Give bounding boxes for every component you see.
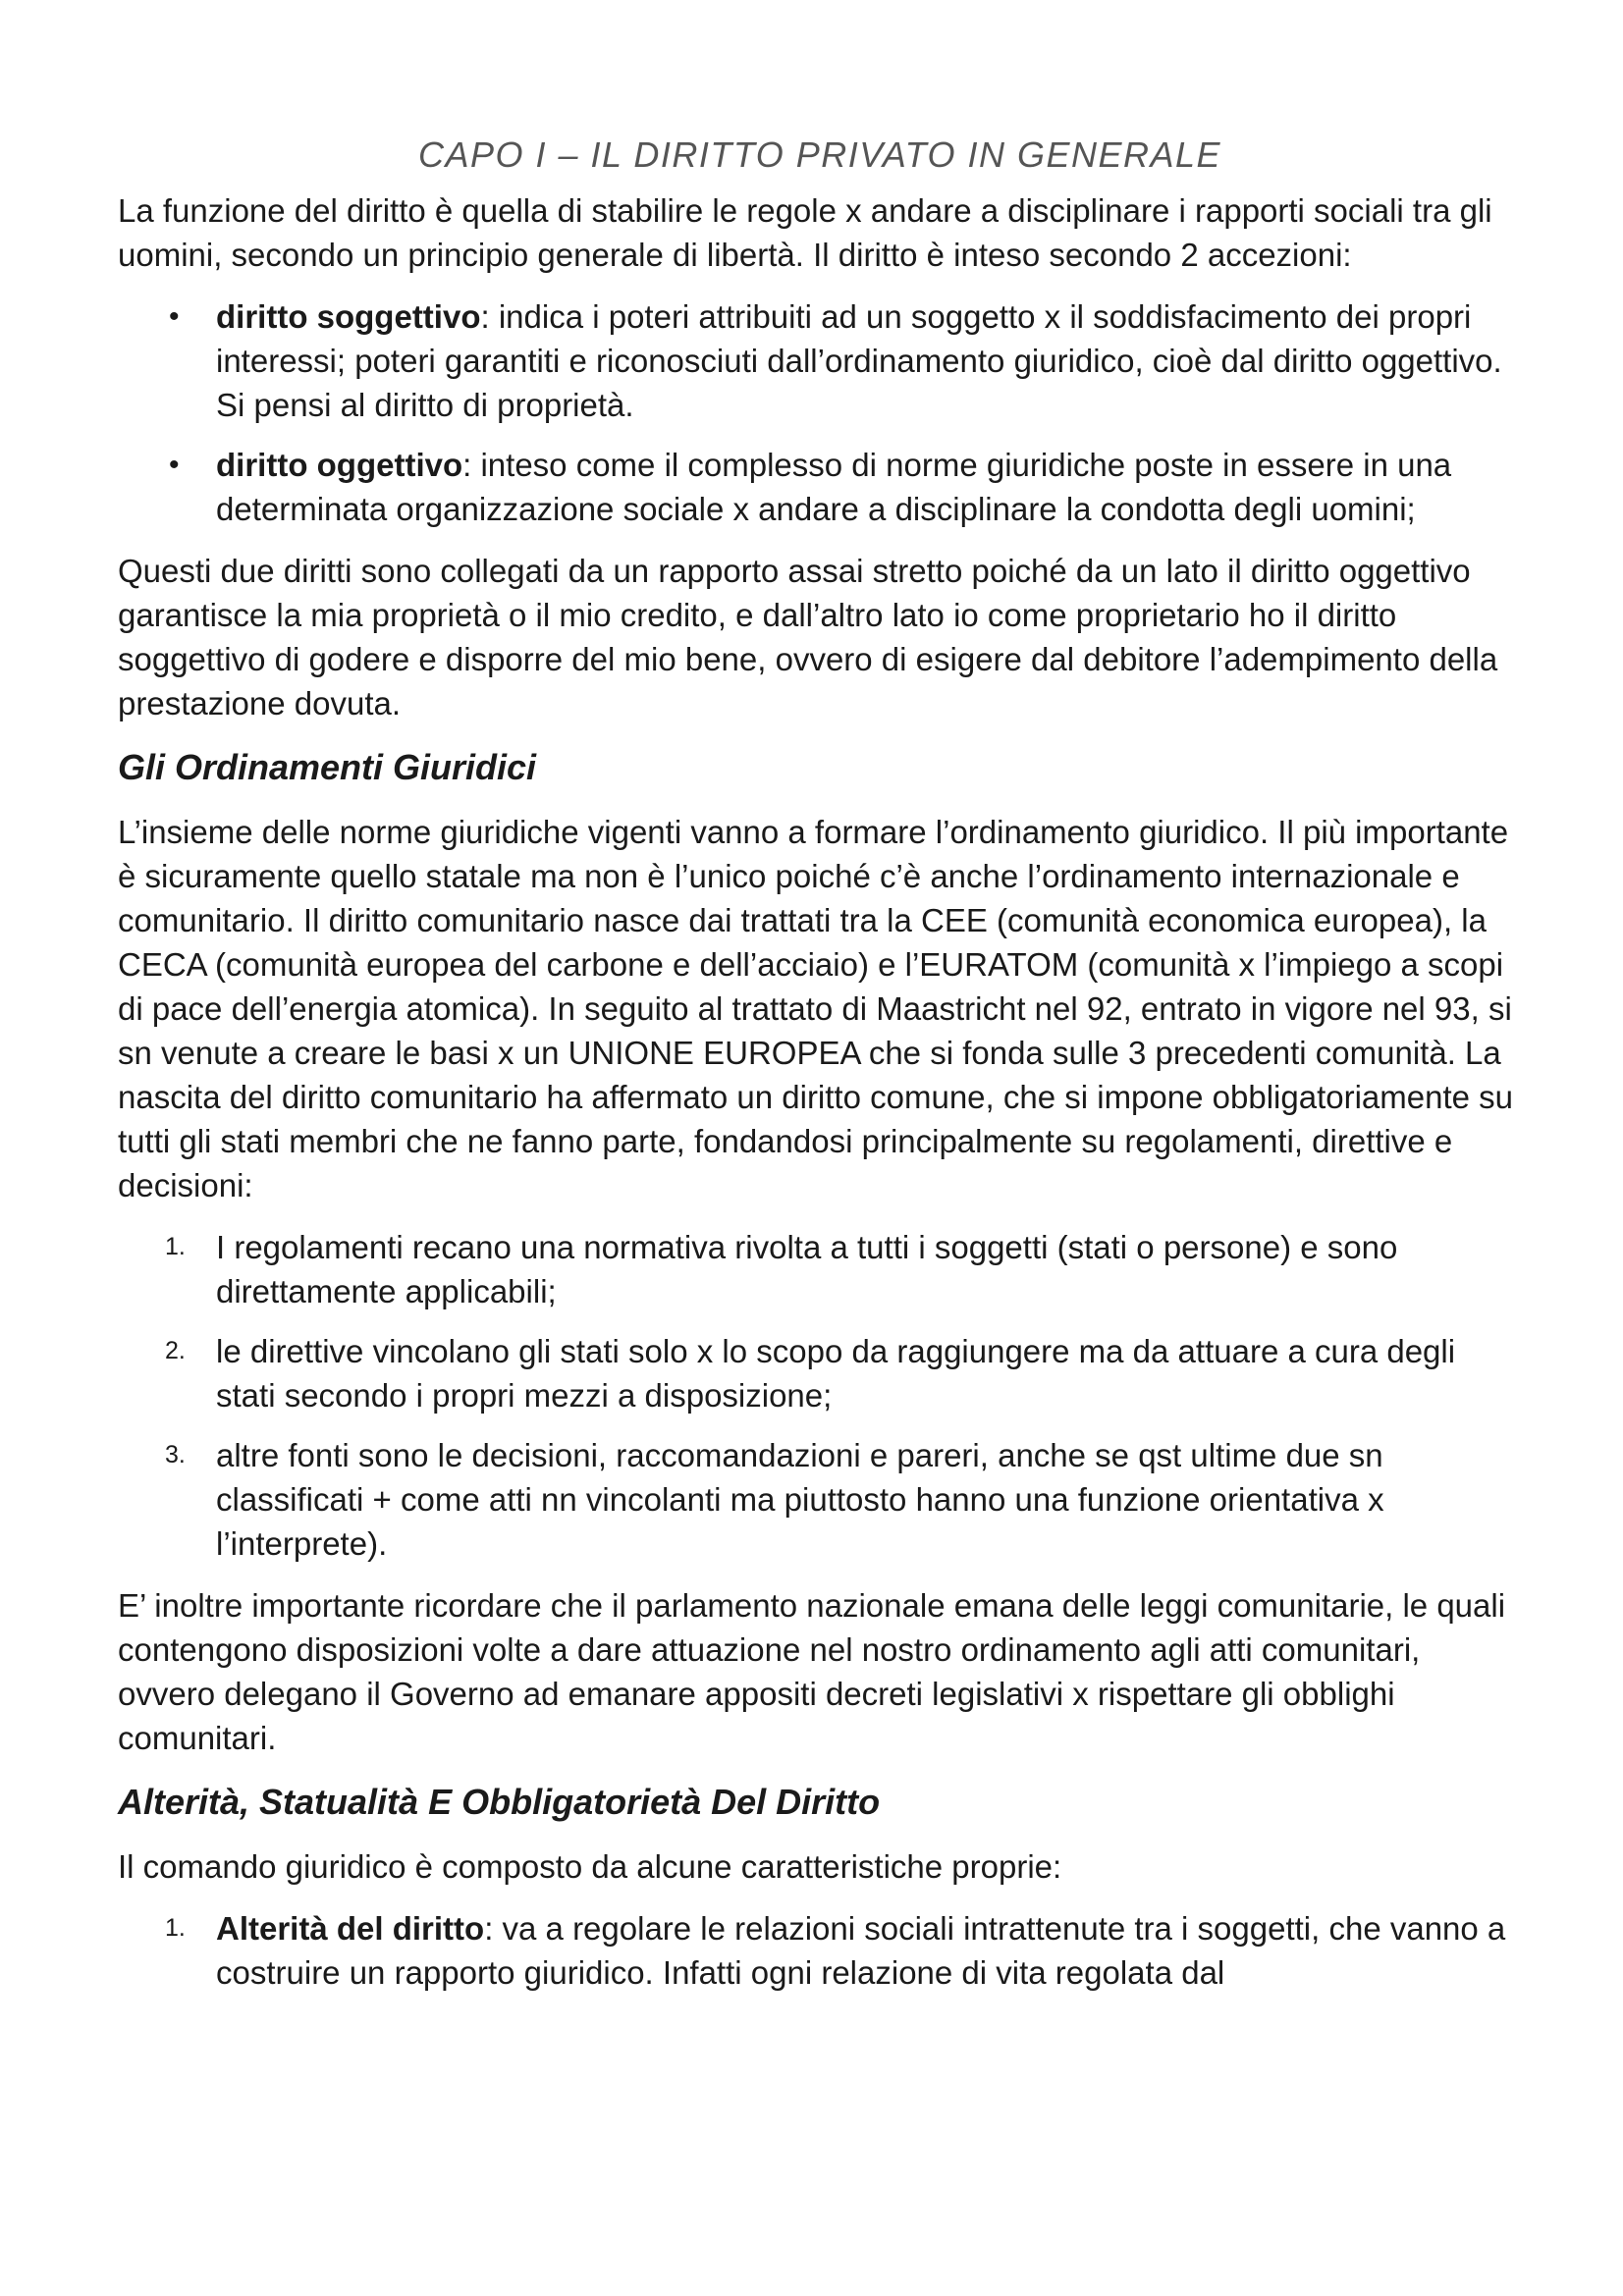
list-item <box>118 443 1522 531</box>
list-item <box>118 1433 1522 1566</box>
section-heading-ordinamenti: Gli Ordinamenti Giuridici <box>118 747 537 787</box>
caratteristiche-list <box>118 1906 1522 1995</box>
list-number: 3. <box>165 1441 186 1468</box>
list-item-text: altre fonti sono le decisioni, raccomandazioni e pareri, anche se qst ultime due sn classificati + come atti nn vincolanti ma piuttosto hanno una funzione orientativa x l’interprete). <box>216 1437 1384 1562</box>
collegati-paragraph: Questi due diritti sono collegati da un rapporto assai stretto poiché da un lato il diritto oggettivo garantisce la mia proprietà o il mio credito, e dall’altro lato io come proprietario ho il diritto soggettivo di godere e disporre del mio bene, ovvero di esigere dal debitore l’adempimento della prestazione dovuta. <box>118 553 1498 721</box>
list-item-text: le direttive vincolano gli stati solo x lo scopo da raggiungere ma da attuare a cura degli stati secondo i propri mezzi a disposizione; <box>216 1333 1456 1414</box>
list-item <box>118 1225 1522 1313</box>
list-item-term: Alterità del diritto <box>216 1910 485 1947</box>
list-item <box>118 1329 1522 1417</box>
ordinamenti-paragraph: L’insieme delle norme giuridiche vigenti vanno a formare l’ordinamento giuridico. Il più importante è sicuramente quello statale ma non è l’unico poiché c’è anche l’ordinamento internazionale e comunitario. Il diritto comunitario nasce dai trattati tra la CEE (comunità economica europea), la CECA (comunità europea del carbone e dell’acciaio) e l’EURATOM (comunità x l’impiego a scopi di pace dell’energia atomica). In seguito al trattato di Maastricht nel 92, entrato in vigore nel 93, si sn venute a creare le basi x un UNIONE EUROPEA che si fonda sulle 3 precedenti comunità. La nascita del diritto comunitario ha affermato un diritto comune, che si impone obbligatoriamente su tutti gli stati membri che ne fanno parte, fondandosi principalmente su regolamenti, direttive e decisioni: <box>118 814 1513 1203</box>
list-number: 2. <box>165 1337 186 1364</box>
comando-paragraph: Il comando giuridico è composto da alcune caratteristiche proprie: <box>118 1848 1062 1885</box>
list-item <box>118 294 1522 427</box>
list-item-text: I regolamenti recano una normativa rivolta a tutti i soggetti (stati o persone) e sono direttamente applicabili; <box>216 1229 1398 1309</box>
document-page <box>118 126 1522 2012</box>
list-item-term: diritto soggettivo <box>216 298 481 335</box>
section-heading-alterita: Alterità, Statualità E Obbligatorietà Del Diritto <box>118 1782 881 1822</box>
list-number: 1. <box>165 1914 186 1942</box>
fonti-list <box>118 1225 1522 1566</box>
leggi-comunitarie-paragraph: E’ inoltre importante ricordare che il parlamento nazionale emana delle leggi comunitarie, le quali contengono disposizioni volte a dare attuazione nel nostro ordinamento agli atti comunitari, ovvero delegano il Governo ad emanare appositi decreti legislativi x rispettare gli obblighi comunitari. <box>118 1587 1506 1756</box>
intro-paragraph: La funzione del diritto è quella di stabilire le regole x andare a disciplinare i rapporti sociali tra gli uomini, secondo un principio generale di libertà. Il diritto è inteso secondo 2 accezioni: <box>118 192 1492 273</box>
list-item-term: diritto oggettivo <box>216 447 463 483</box>
bullet-icon: • <box>169 300 180 333</box>
list-item-text: : indica i poteri attribuiti ad un soggetto x il soddisfacimento dei propri interessi; poteri garantiti e riconosciuti dall’ordinamento giuridico, cioè dal diritto oggettivo. Si pensi al diritto di proprietà. <box>216 298 1502 423</box>
list-item-text: : va a regolare le relazioni sociali intrattenute tra i soggetti, che vanno a costruire un rapporto giuridico. Infatti ogni relazione di vita regolata dal <box>216 1910 1506 1991</box>
chapter-title: CAPO I – IL DIRITTO PRIVATO IN GENERALE <box>417 134 1222 175</box>
list-number: 1. <box>165 1233 186 1260</box>
bullet-icon: • <box>169 449 180 481</box>
accezioni-list <box>118 294 1522 531</box>
list-item-text: : inteso come il complesso di norme giuridiche poste in essere in una determinata organizzazione sociale x andare a disciplinare la condotta degli uomini; <box>216 447 1452 527</box>
list-item <box>118 1906 1522 1995</box>
